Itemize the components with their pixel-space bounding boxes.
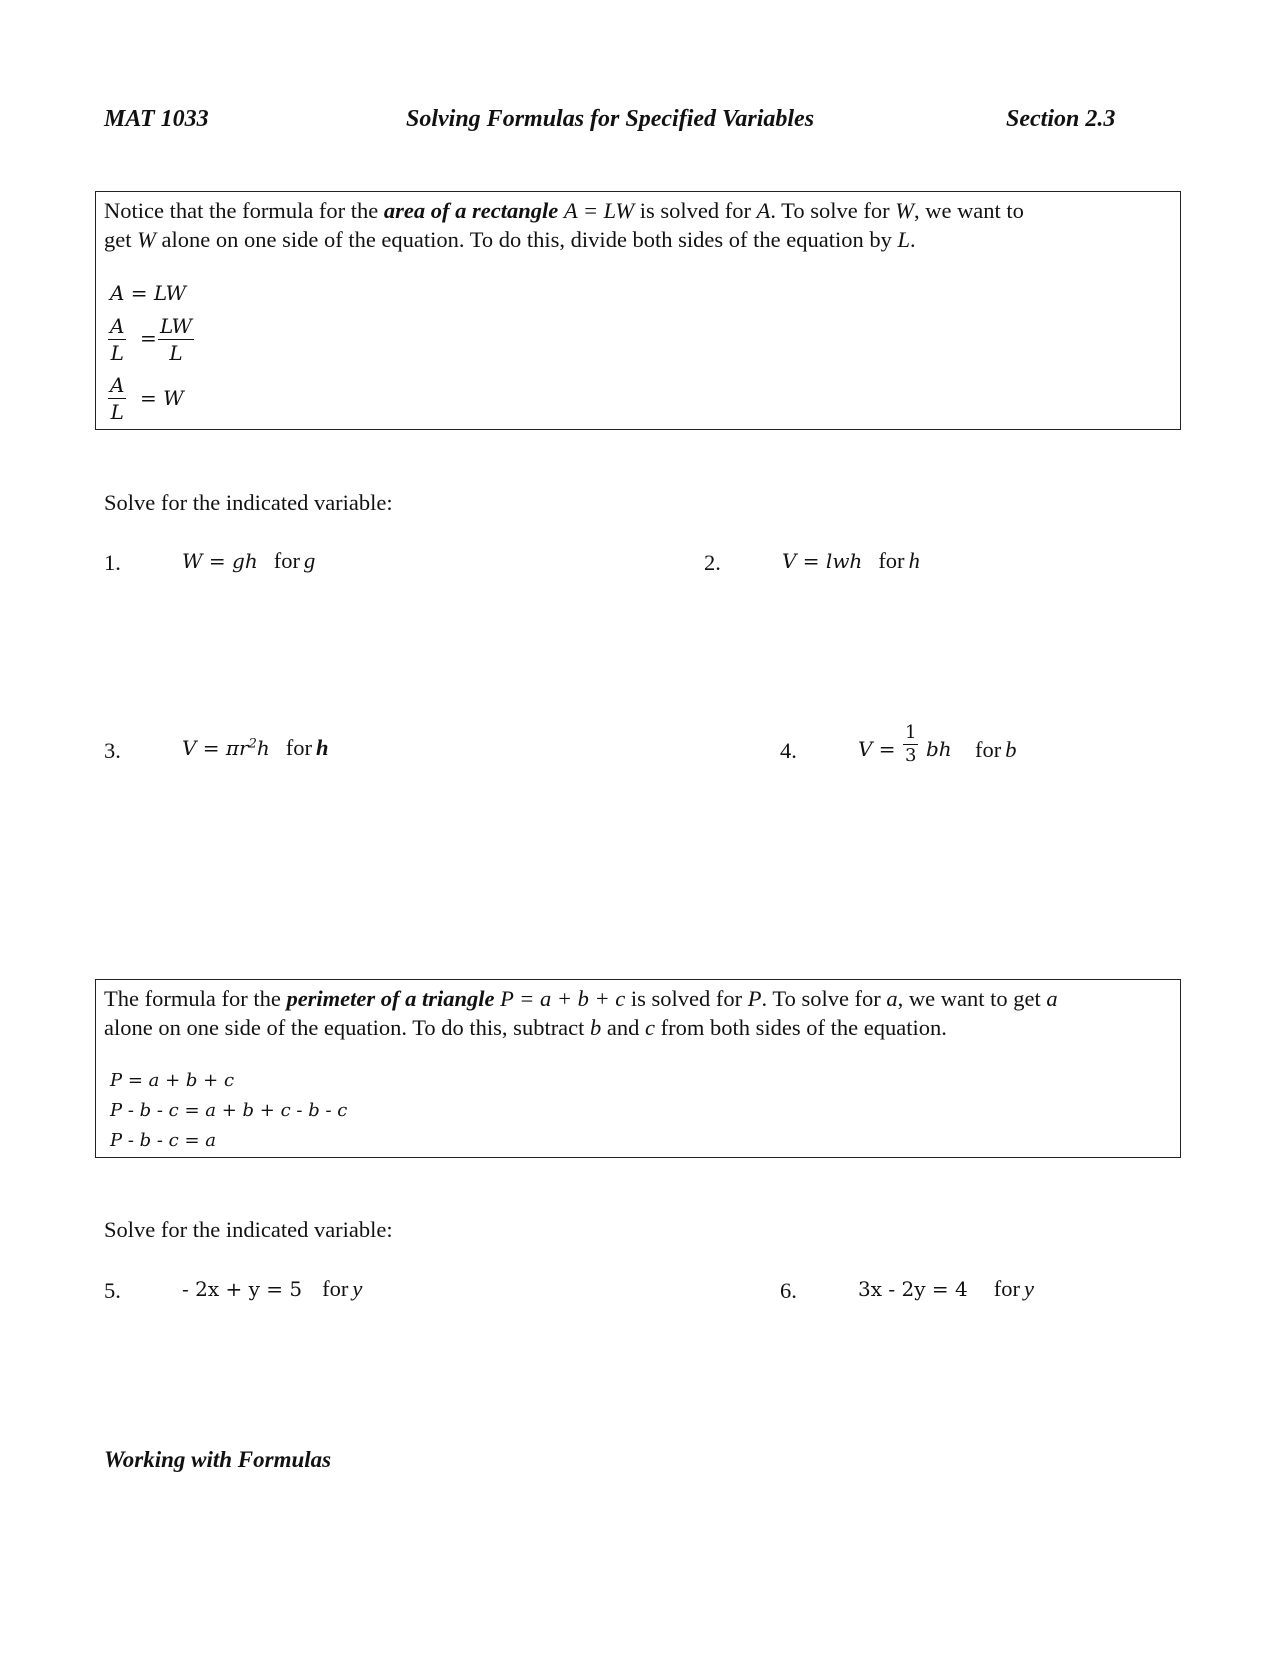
rectangle-note-line-1: Notice that the formula for the area of a rectangle A = LW is solved for A. To solve for W, we want to <box>104 198 1024 223</box>
triangle-note-line-2: alone on one side of the equation. To do this, subtract b and c from both sides of the equation. <box>104 1015 947 1040</box>
problem-3-variable: h <box>316 735 329 760</box>
triangle-step-3: P - b - c = a <box>110 1130 217 1151</box>
triangle-note-line-1: The formula for the perimeter of a triangle P = a + b + c is solved for P. To solve for a, we want to get a <box>104 986 1058 1011</box>
problem-4-fraction: $\frac{1}{3}$ <box>905 722 917 766</box>
triangle-perimeter-term: perimeter of a triangle <box>286 986 495 1011</box>
problem-2-formula: V = lwh <box>782 549 863 573</box>
course-code: MAT 1033 <box>104 106 209 132</box>
problem-6-variable: y <box>1023 1276 1034 1301</box>
problem-2-number: 2. <box>704 550 721 575</box>
problem-5: - 2x + y = 5 for y <box>182 1276 363 1301</box>
problem-4-formula-lhs: V = <box>858 737 896 761</box>
triangle-step-2: P - b - c = a + b + c - b - c <box>110 1100 348 1121</box>
problem-1-number: 1. <box>104 550 121 575</box>
rectangle-area-term: area of a rectangle <box>383 198 559 223</box>
triangle-perimeter-formula: P = a + b + c <box>500 986 626 1011</box>
problem-5-variable: y <box>352 1276 363 1301</box>
problem-4-instruction: for b <box>975 737 1017 762</box>
problem-3-formula: $V = \pi r^2h$ <box>182 736 270 760</box>
problem-4-number: 4. <box>780 738 797 763</box>
page-title: Solving Formulas for Specified Variables <box>406 106 815 132</box>
problem-2: V = lwh for h <box>782 548 920 573</box>
problem-5-formula: - 2x + y = 5 <box>182 1277 303 1301</box>
rectangle-step-2-lhs: $\frac{A}{L}$ <box>110 314 125 365</box>
problem-3-number: 3. <box>104 738 121 763</box>
triangle-step-1: P = a + b + c <box>110 1070 235 1091</box>
problem-1-variable: g <box>303 548 316 573</box>
problem-1-formula: W = gh <box>182 549 258 573</box>
solve-instruction-1: Solve for the indicated variable: <box>104 490 393 515</box>
problem-4-formula-rhs: bh <box>926 737 952 761</box>
rectangle-step-2-rhs: $\frac{LW}{L}$ <box>160 314 193 365</box>
section-number: Section 2.3 <box>1006 106 1116 132</box>
problem-3: $V = \pi r^2h$ for h <box>182 735 329 760</box>
rectangle-step-3-lhs: $\frac{A}{L}$ <box>110 373 125 424</box>
problem-6-formula: 3x - 2y = 4 <box>858 1277 968 1301</box>
rectangle-area-formula: A = LW <box>563 198 635 223</box>
problem-6-number: 6. <box>780 1278 797 1303</box>
working-with-formulas-heading: Working with Formulas <box>104 1447 332 1472</box>
rectangle-step-2-equals: = <box>140 326 157 350</box>
problem-5-number: 5. <box>104 1278 121 1303</box>
rectangle-note-line-2: get W alone on one side of the equation. To do this, divide both sides of the equation by L. <box>104 227 916 252</box>
solve-instruction-2: Solve for the indicated variable: <box>104 1217 393 1242</box>
rectangle-step-1: A = LW <box>110 281 187 305</box>
problem-6: 3x - 2y = 4 for y <box>858 1276 1034 1301</box>
problem-4-variable: b <box>1005 737 1017 762</box>
problem-1: W = gh for g <box>182 548 316 573</box>
problem-2-variable: h <box>908 548 920 573</box>
rectangle-step-3-rhs: = W <box>140 386 184 410</box>
